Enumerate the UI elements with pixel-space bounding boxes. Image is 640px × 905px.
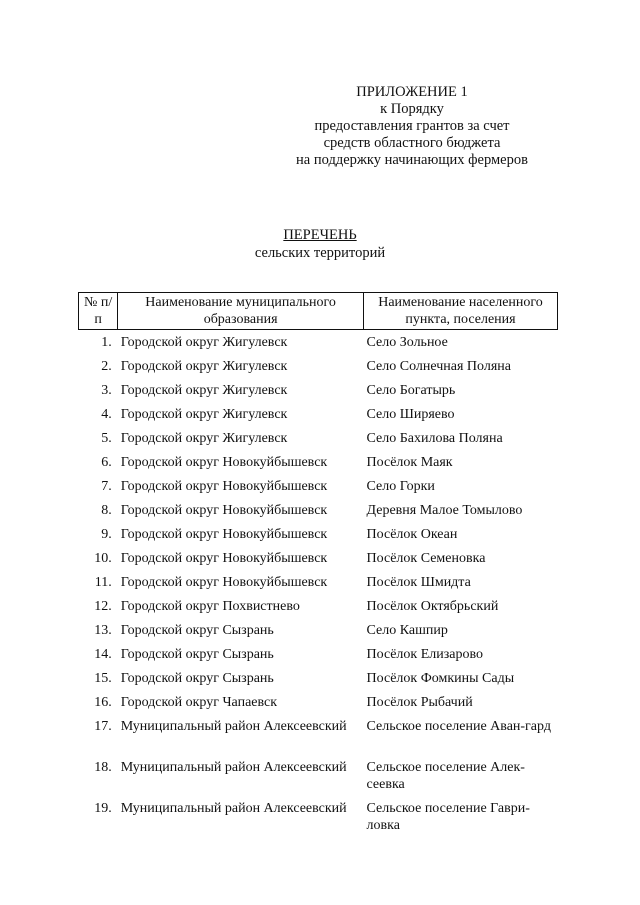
row-municipality: Городской округ Жигулевск [120,383,288,398]
row-number: 1. [101,335,112,350]
table-header-row [79,293,558,330]
table-row [79,646,558,670]
document-title: ПЕРЕЧЕНЬ [283,227,357,243]
row-municipality: Городской округ Новокуйбышевск [120,455,328,470]
row-locality: Посёлок Рыбачий [366,695,473,710]
table-body [79,330,558,842]
table-row [79,574,558,598]
row-municipality: Городской округ Сызрань [120,647,274,662]
table-row [79,478,558,502]
row-number: 7. [101,479,112,494]
appendix-line: к Порядку [380,101,444,117]
row-municipality: Городской округ Сызрань [120,623,274,638]
row-municipality: Городской округ Жигулевск [120,359,288,374]
row-municipality: Муниципальный район Алексеевский [120,760,347,775]
row-number: 14. [94,647,112,662]
header-locality: Наименование населенного пункта, поселения [364,293,558,330]
row-number: 10. [94,551,112,566]
table-row [79,330,558,359]
appendix-line: средств областного бюджета [323,135,501,151]
table-row [79,430,558,454]
table-row [79,358,558,382]
row-municipality: Городской округ Новокуйбышевск [120,527,328,542]
row-locality: Посёлок Океан [366,527,458,542]
row-locality: Сельское поселение Аван-гард [366,719,551,734]
table-row [79,759,558,800]
row-number: 8. [101,503,112,518]
row-locality: Деревня Малое Томылово [366,503,523,518]
row-number: 9. [101,527,112,542]
row-number: 12. [94,599,112,614]
appendix-line: предоставления грантов за счет [314,118,510,134]
row-municipality: Городской округ Сызрань [120,671,274,686]
row-locality: Сельское поселение Гаври-ловка [366,801,530,833]
document-heading [0,226,640,262]
row-number: 3. [101,383,112,398]
header-municipality: Наименование муниципального образования [118,293,364,330]
table-row [79,598,558,622]
table-row [79,406,558,430]
row-municipality: Городской округ Похвистнево [120,599,300,614]
row-number: 5. [101,431,112,446]
table-row [79,550,558,574]
row-number: 19. [94,801,112,816]
row-locality: Село Зольное [366,335,448,350]
table-row [79,694,558,718]
row-locality: Посёлок Октябрьский [366,599,499,614]
row-locality: Посёлок Фомкины Сады [366,671,515,686]
row-locality: Посёлок Елизарово [366,647,483,662]
row-locality: Село Бахилова Поляна [366,431,503,446]
appendix-header [262,84,562,169]
row-locality: Село Горки [366,479,435,494]
row-locality: Село Ширяево [366,407,455,422]
table-row [79,454,558,478]
row-number: 17. [94,719,112,734]
row-number: 6. [101,455,112,470]
row-locality: Село Богатырь [366,383,456,398]
table-row [79,800,558,841]
table-row [79,382,558,406]
row-municipality: Городской округ Новокуйбышевск [120,479,328,494]
row-number: 15. [94,671,112,686]
row-number: 2. [101,359,112,374]
territories-table [78,292,558,841]
row-locality: Село Солнечная Поляна [366,359,511,374]
row-municipality: Муниципальный район Алексеевский [120,719,347,734]
row-locality: Посёлок Семеновка [366,551,486,566]
row-number: 16. [94,695,112,710]
table-row [79,622,558,646]
table-row [79,718,558,759]
table-row [79,526,558,550]
row-municipality: Городской округ Жигулевск [120,431,288,446]
row-municipality: Городской округ Новокуйбышевск [120,575,328,590]
row-number: 13. [94,623,112,638]
appendix-line: ПРИЛОЖЕНИЕ 1 [356,84,468,100]
row-locality: Сельское поселение Алек-сеевка [366,760,525,792]
row-locality: Посёлок Маяк [366,455,453,470]
row-municipality: Муниципальный район Алексеевский [120,801,347,816]
row-locality: Посёлок Шмидта [366,575,471,590]
table-row [79,502,558,526]
document-subtitle: сельских территорий [254,245,386,261]
row-municipality: Городской округ Жигулевск [120,335,288,350]
row-number: 11. [94,575,112,590]
appendix-line: на поддержку начинающих фермеров [296,152,528,168]
row-number: 4. [101,407,112,422]
row-locality: Село Кашпир [366,623,448,638]
row-municipality: Городской округ Жигулевск [120,407,288,422]
row-municipality: Городской округ Новокуйбышевск [120,551,328,566]
row-number: 18. [94,760,112,775]
table-row [79,670,558,694]
row-municipality: Городской округ Новокуйбышевск [120,503,328,518]
row-municipality: Городской округ Чапаевск [120,695,278,710]
header-number: № п/п [79,293,118,330]
